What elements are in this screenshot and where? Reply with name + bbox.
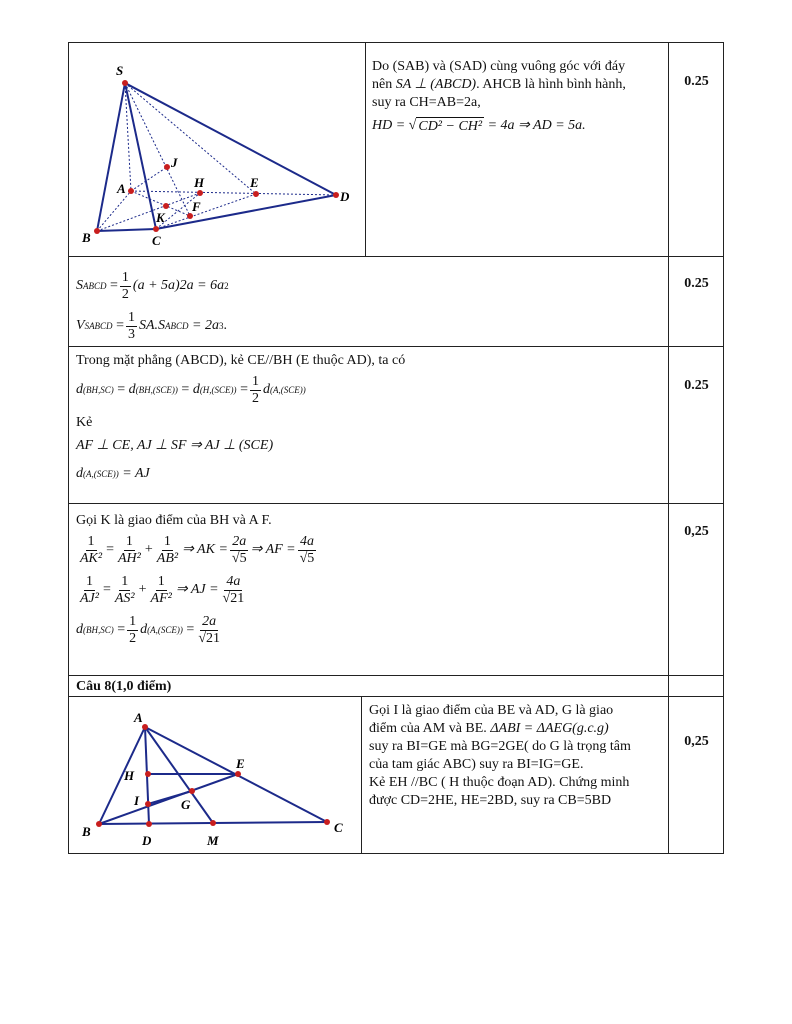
label-g: G (181, 797, 191, 812)
label-b: B (82, 824, 91, 839)
table-border (68, 853, 724, 854)
label-m: M (207, 833, 219, 848)
label-s: S (116, 63, 124, 78)
row6-line3: suy ra BI=GE mà BG=2GE( do G là trọng tâm (369, 739, 631, 754)
label-j: J (171, 155, 178, 170)
row3-content (76, 352, 656, 488)
label-c: C (334, 820, 343, 835)
label-h: H (194, 175, 205, 190)
table-border (365, 42, 366, 256)
label-e: E (236, 756, 245, 771)
perp-line: AF ⊥ CE, AJ ⊥ SF ⇒ AJ ⊥ (SCE) (76, 438, 274, 453)
score-row3: 0.25 (684, 378, 709, 393)
row6-line1: Gọi I là giao điểm của BE và AD, G là giao (369, 703, 614, 718)
row6-line4: của tam giác ABC) suy ra BI=IG=GE. (369, 757, 584, 772)
row6-text (369, 702, 664, 810)
table-border (668, 42, 669, 854)
score-row6: 0,25 (684, 734, 709, 749)
row1-line2: nên SA ⊥ (ABCD). AHCB là hình bình hành, (372, 77, 626, 92)
label-d: D (142, 833, 152, 848)
table-border (361, 696, 362, 853)
row1-line3: suy ra CH=AB=2a, (372, 95, 481, 110)
area-formula: S ABCD = $\frac{1}{2}$ (a + 5a)2a = 6a 2 (76, 269, 229, 302)
label-b: B (82, 230, 91, 245)
label-e: E (250, 175, 259, 190)
volume-formula: V SABCD = $\frac{1}{3}$ SA.S ABCD = 2a 3 . (76, 309, 227, 342)
row2-formulas (76, 266, 656, 346)
eq-final-distance: d (BH,SC) = $\frac{1}{2}$ d (A,(SCE)) = $\frac{2a}{√21}$ (76, 613, 220, 646)
row1-text (372, 58, 664, 140)
label-i: I (134, 793, 140, 808)
distance-chain: d (BH,SC) = d (BH,(SCE)) = d (H,(SCE)) = $\frac{1}{2}$ d (A,(SCE)) (76, 373, 306, 406)
table-border (68, 503, 724, 504)
row6-line5: Kẻ EH //BC ( H thuộc đoạn AD). Chứng minh (369, 775, 630, 790)
row3-intro: Trong mặt phẳng (ABCD), kẻ CE//BH (E thuộc AD), ta có (76, 353, 406, 368)
row4-intro: Gọi K là giao điểm của BH và A F. (76, 513, 272, 528)
label-a: A (117, 181, 126, 196)
score-row2: 0.25 (684, 276, 709, 291)
label-f: F (192, 199, 201, 214)
eq-ak: $\frac{1}{\text{AK²}}$ = $\frac{1}{\text{AH²}}$ + $\frac{1}{\text{AB²}}$ ⇒ AK = $\frac{2a}{√5}$ ⇒ AF = $\frac{4a}{√5}$ (80, 533, 315, 566)
label-h: H (124, 768, 135, 783)
row1-line1: Do (SAB) và (SAD) cùng vuông góc với đáy (372, 59, 626, 74)
label-a: A (134, 710, 143, 725)
table-border (68, 42, 724, 43)
table-border (68, 696, 724, 697)
label-d: D (340, 189, 350, 204)
row1-formula: HD = √ CD² − CH² = 4a ⇒ AD = 5a. (372, 118, 586, 134)
score-row4: 0,25 (684, 524, 709, 539)
pyramid-figure (74, 58, 364, 258)
question-heading: Câu 8(1,0 điểm) (76, 679, 172, 694)
table-border (68, 42, 69, 854)
table-border (68, 346, 724, 347)
triangle-figure (78, 706, 358, 851)
eq-aj: $\frac{1}{\text{AJ²}}$ = $\frac{1}{\text{AS²}}$ + $\frac{1}{\text{AF²}}$ ⇒ AJ = $\frac{4a}{√21}$ (80, 573, 245, 606)
row3-ke: Kẻ (76, 415, 93, 430)
label-k: K (156, 210, 165, 225)
table-border (723, 42, 724, 854)
row4-content (76, 512, 656, 650)
row6-line2: điểm của AM và BE. ΔABI = ΔAEG(g.c.g) (369, 721, 609, 736)
solution-table (68, 42, 724, 854)
table-border (68, 675, 724, 676)
dist-aj: d (A,(SCE)) = AJ (76, 466, 150, 481)
score-row1: 0.25 (684, 74, 709, 89)
row6-line6: được CD=2HE, HE=2BD, suy ra CB=5BD (369, 793, 612, 808)
label-c: C (152, 233, 161, 248)
